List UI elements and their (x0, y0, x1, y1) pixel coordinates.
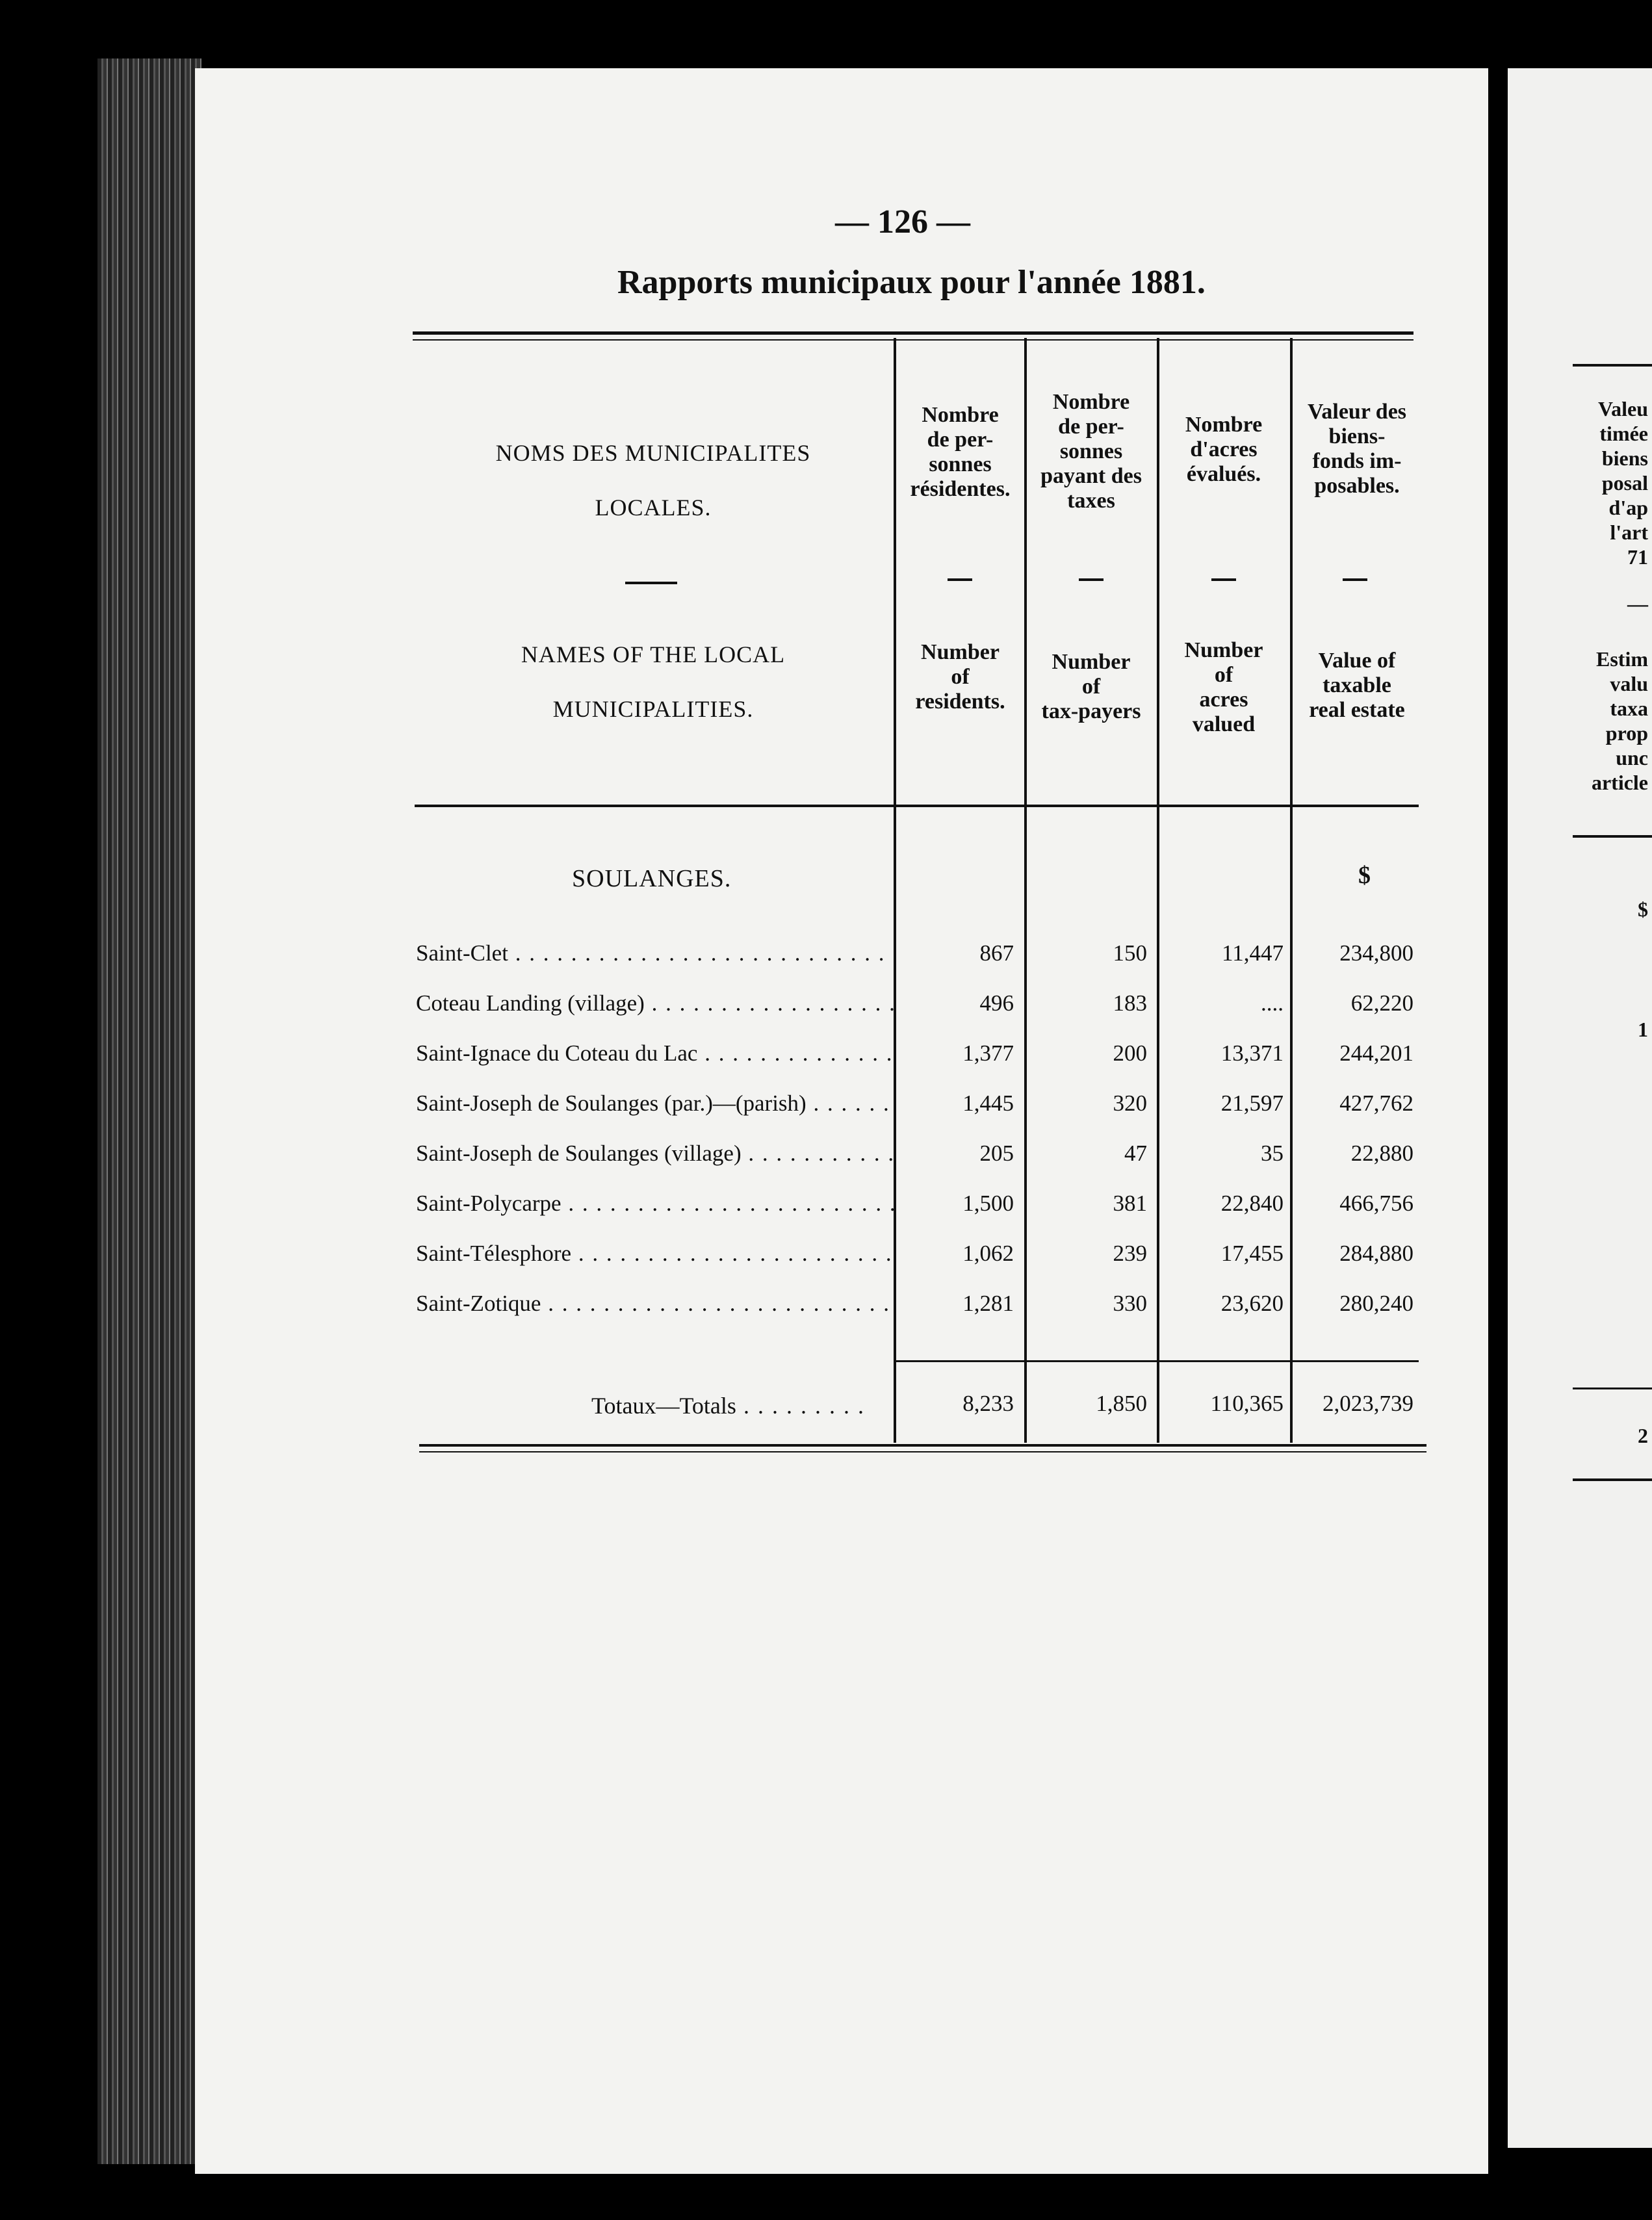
acres-cell: 35 (1261, 1141, 1284, 1166)
header-line: Number (921, 640, 1000, 664)
adjacent-value: 2 (1638, 1424, 1648, 1447)
section-title: SOULANGES. (572, 865, 732, 892)
header-acres-en (1159, 638, 1288, 737)
header-line: Valeur des (1307, 400, 1407, 424)
header-names-fr-line1: NOMS DES MUNICIPALITES (495, 440, 811, 466)
header-line: sonnes (1059, 439, 1123, 463)
residents-cell: 1,377 (962, 1040, 1014, 1066)
header-names-en-line2: MUNICIPALITIES. (552, 696, 754, 722)
header-line: real estate (1309, 698, 1405, 722)
book-binding (97, 58, 201, 2164)
header-dash (1079, 578, 1103, 581)
header-line: Number (1052, 650, 1131, 674)
adjacent-page (1508, 68, 1652, 2148)
header-taxpayers-en (1027, 650, 1155, 724)
header-line: tax-payers (1041, 699, 1141, 723)
total-residents: 8,233 (962, 1391, 1014, 1416)
header-value-en (1292, 649, 1422, 723)
municipality-name: Saint-Zotique . . . (416, 1291, 894, 1317)
table-row (416, 1291, 1417, 1330)
header-names-en-line1: NAMES OF THE LOCAL (521, 641, 786, 667)
adjacent-header-fr (1598, 396, 1648, 569)
adjacent-line: article (1591, 771, 1648, 794)
acres-cell: .... (1261, 990, 1284, 1016)
table-row (416, 990, 1417, 1029)
adjacent-header-rule (1573, 835, 1652, 838)
table-row (416, 1141, 1417, 1180)
header-line: résidentes. (910, 477, 1011, 501)
table-row (416, 940, 1417, 979)
taxpayers-cell: 381 (1113, 1191, 1147, 1216)
taxpayers-cell: 200 (1113, 1040, 1147, 1066)
header-line: Nombre (1052, 390, 1130, 414)
currency-symbol: $ (1358, 862, 1371, 889)
header-line: of (1081, 675, 1101, 699)
acres-cell: 23,620 (1220, 1291, 1284, 1316)
residents-cell: 867 (979, 940, 1014, 966)
header-line: biens- (1328, 424, 1386, 448)
header-residents-fr (897, 403, 1024, 502)
value-cell: 244,201 (1339, 1040, 1413, 1066)
taxpayers-cell: 330 (1113, 1291, 1147, 1316)
total-value: 2,023,739 (1323, 1391, 1413, 1416)
header-acres-fr (1159, 413, 1288, 487)
header-taxpayers-fr (1027, 390, 1155, 513)
header-line: de per- (927, 428, 994, 452)
municipality-name: Saint-Clet . . . (416, 940, 894, 966)
adjacent-line: Valeu (1597, 397, 1648, 420)
taxpayers-cell: 47 (1124, 1141, 1147, 1166)
header-line: de per- (1058, 415, 1124, 439)
header-line: of (1214, 663, 1233, 687)
adjacent-line: 71 (1627, 545, 1648, 569)
residents-cell: 1,281 (962, 1291, 1014, 1316)
taxpayers-cell: 150 (1113, 940, 1147, 966)
top-rule-thin (413, 339, 1413, 341)
residents-cell: 1,062 (962, 1241, 1014, 1266)
value-cell: 284,880 (1339, 1241, 1413, 1266)
adjacent-line: posal (1601, 471, 1648, 495)
value-cell: 234,800 (1339, 940, 1413, 966)
total-taxpayers: 1,850 (1096, 1391, 1147, 1416)
header-bottom-rule (415, 805, 1419, 807)
page-title: Rapports municipaux pour l'année 1881. (617, 264, 1206, 301)
municipality-name: Saint-Joseph de Soulanges (village) . . . (416, 1141, 894, 1167)
totals-row (416, 1391, 1417, 1430)
value-cell: 466,756 (1339, 1191, 1413, 1216)
header-line: taxes (1067, 489, 1115, 513)
residents-cell: 205 (979, 1141, 1014, 1166)
residents-cell: 1,445 (962, 1091, 1014, 1116)
header-line: Nombre (1185, 413, 1263, 437)
header-line: sonnes (929, 452, 992, 476)
header-line: payant des (1040, 464, 1142, 488)
value-cell: 22,880 (1350, 1141, 1413, 1166)
adjacent-line: taxa (1610, 697, 1648, 720)
acres-cell: 22,840 (1220, 1191, 1284, 1216)
taxpayers-cell: 239 (1113, 1241, 1147, 1266)
header-line: évalués. (1186, 462, 1261, 486)
adjacent-line: prop (1605, 721, 1648, 745)
taxpayers-cell: 320 (1113, 1091, 1147, 1116)
adjacent-top-rule (1573, 364, 1652, 367)
header-value-fr (1292, 400, 1422, 498)
header-line: Value of (1318, 649, 1396, 673)
header-dash (948, 578, 972, 581)
municipality-name: Saint-Télesphore . . . (416, 1241, 894, 1267)
table-row (416, 1091, 1417, 1129)
municipality-name: Saint-Ignace du Coteau du Lac . . . (416, 1040, 894, 1066)
taxpayers-cell: 183 (1113, 990, 1147, 1016)
header-line: posables. (1314, 474, 1400, 498)
adjacent-line: biens (1601, 446, 1648, 470)
adjacent-dollar: $ (1638, 897, 1648, 921)
adjacent-totals-rule (1573, 1388, 1652, 1389)
totals-rule (896, 1360, 1419, 1362)
header-dash (1211, 578, 1236, 581)
header-line: d'acres (1190, 437, 1258, 461)
adjacent-value: 1 (1638, 1018, 1648, 1041)
adjacent-line: Estim (1596, 647, 1648, 671)
table-row (416, 1040, 1417, 1079)
header-line: Number (1184, 638, 1263, 662)
adjacent-line: timée (1599, 422, 1648, 445)
header-dash (625, 582, 677, 584)
header-dash (1343, 578, 1367, 581)
header-names-en (416, 627, 890, 736)
header-names-fr (416, 426, 890, 535)
header-residents-en (897, 640, 1024, 714)
header-line: Nombre (922, 403, 999, 427)
acres-cell: 17,455 (1220, 1241, 1284, 1266)
municipality-name: Coteau Landing (village) . . . (416, 990, 894, 1016)
page-number: — 126 — (835, 203, 970, 240)
table-row (416, 1241, 1417, 1280)
acres-cell: 13,371 (1220, 1040, 1284, 1066)
adjacent-line: d'ap (1608, 496, 1648, 519)
header-line: taxable (1323, 673, 1391, 697)
adjacent-header-en (1592, 647, 1648, 795)
residents-cell: 496 (979, 990, 1014, 1016)
header-line: of (951, 665, 970, 689)
value-cell: 62,220 (1350, 990, 1413, 1016)
adjacent-line: l'art (1610, 521, 1648, 544)
adjacent-line: unc (1616, 746, 1648, 769)
header-line: acres (1199, 688, 1248, 712)
header-line: residents. (915, 690, 1005, 714)
total-acres: 110,365 (1210, 1391, 1284, 1416)
value-cell: 280,240 (1339, 1291, 1413, 1316)
table-row (416, 1191, 1417, 1230)
residents-cell: 1,500 (962, 1191, 1014, 1216)
acres-cell: 21,597 (1220, 1091, 1284, 1116)
adjacent-line: valu (1610, 672, 1648, 695)
municipality-name: Saint-Joseph de Soulanges (par.)—(parish) . . . (416, 1091, 894, 1116)
municipality-name: Saint-Polycarpe . . . (416, 1191, 894, 1217)
adjacent-bottom-rule (1573, 1478, 1652, 1481)
bottom-rule-thin (419, 1451, 1426, 1452)
adjacent-dash: — (1627, 592, 1648, 615)
totals-label: Totaux—Totals . . . (591, 1392, 865, 1419)
value-cell: 427,762 (1339, 1091, 1413, 1116)
bottom-rule (419, 1444, 1426, 1447)
top-rule (413, 331, 1413, 335)
header-line: valued (1192, 712, 1256, 736)
acres-cell: 11,447 (1222, 940, 1284, 966)
header-names-fr-line2: LOCALES. (595, 495, 712, 521)
header-line: fonds im- (1312, 449, 1402, 473)
